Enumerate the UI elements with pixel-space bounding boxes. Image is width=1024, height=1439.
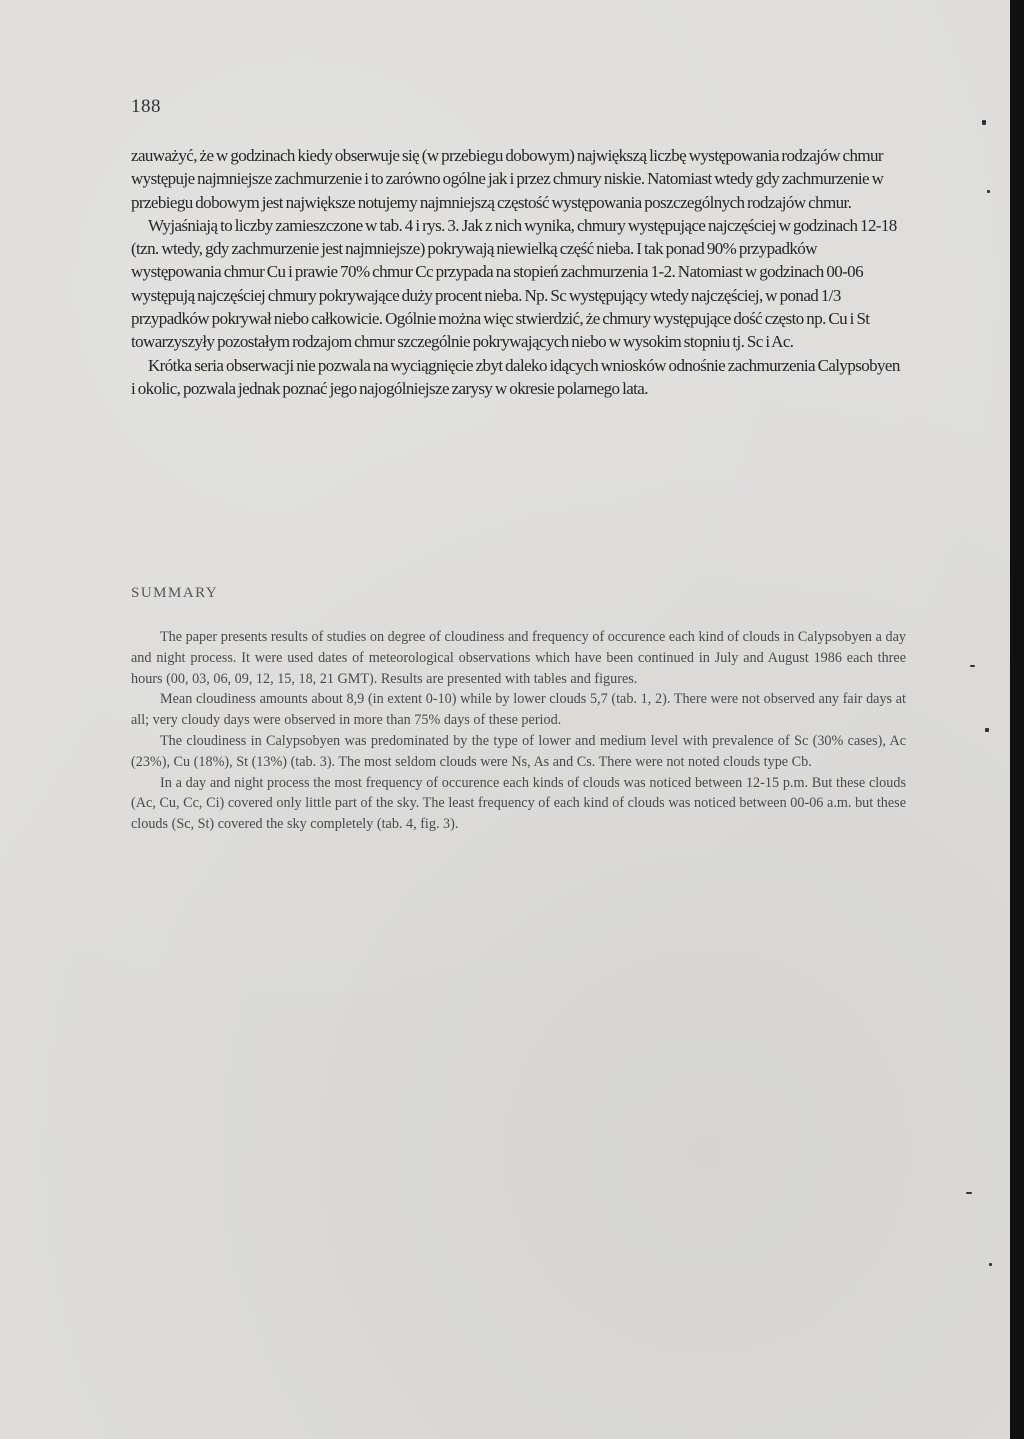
- page-number: 188: [131, 96, 161, 117]
- polish-paragraph: Krótka seria obserwacji nie pozwala na wyciągnięcie zbyt daleko idących wniosków odnośnie zachmurzenia Calypsobyen i okolic, pozwala jednak poznać jego najogólniejsze zarysy w okresie polarnego lata.: [131, 355, 900, 398]
- scan-speck: [970, 665, 975, 667]
- scan-speck: [985, 728, 989, 732]
- scan-speck: [987, 190, 990, 193]
- polish-body-text: [131, 144, 906, 400]
- scan-speck: [966, 1192, 972, 1194]
- summary-paragraph: The cloudiness in Calypsobyen was predominated by the type of lower and medium level with prevalence of Sc (30% cases), Ac (23%), Cu (18%), St (13%) (tab. 3). The most seldom clouds were Ns, As and Cs. There were not noted clouds type Cb.: [131, 732, 906, 770]
- scan-speck: [989, 1263, 992, 1266]
- polish-paragraph: zauważyć, że w godzinach kiedy obserwuje się (w przebiegu dobowym) największą liczbę występowania rodzajów chmur występuje najmniejsze zachmurzenie i to zarówno ogólne jak i przez chmury niskie. Natomiast wtedy gdy zachmurzenie w przebiegu dobowym jest największe notujemy najmniejszą częstość występowania poszczególnych rodzajów chmur.: [131, 146, 884, 212]
- summary-body-text: [131, 627, 906, 835]
- summary-heading: SUMMARY: [131, 585, 219, 601]
- polish-paragraph: Wyjaśniają to liczby zamieszczone w tab. 4 i rys. 3. Jak z nich wynika, chmury występujące najczęściej w godzinach 12-18 (tzn. wtedy, gdy zachmurzenie jest najmniejsze) pokrywają niewielką część nieba. I tak ponad 90% przypadków występowania chmur Cu i prawie 70% chmur Cc przypada na stopień zachmurzenia 1-2. Natomiast w godzinach 00-06 występują najczęściej chmury pokrywające duży procent nieba. Np. Sc występujący wtedy najczęściej, w ponad 1/3 przypadków pokrywał niebo całkowicie. Ogólnie można więc stwierdzić, że chmury występujące dość często np. Cu i St towarzyszyły pozostałym rodzajom chmur szczególnie pokrywających niebo w wysokim stopniu tj. Sc i Ac.: [131, 215, 897, 352]
- summary-paragraph: The paper presents results of studies on degree of cloudiness and frequency of occurence each kind of clouds in Calypsobyen a day and night process. It were used dates of meteorological observations which have been continued in July and August 1986 each three hours (00, 03, 06, 09, 12, 15, 18, 21 GMT). Results are presented with tables and figures.: [131, 629, 906, 687]
- scan-speck: [982, 120, 986, 125]
- summary-paragraph: Mean cloudiness amounts about 8,9 (in extent 0-10) while by lower clouds 5,7 (tab. 1, 2). There were not observed any fair days at all; very cloudy days were observed in more than 75% days of these period.: [131, 691, 906, 729]
- summary-paragraph: In a day and night process the most frequency of occurence each kinds of clouds was noticed between 12-15 p.m. But these clouds (Ac, Cu, Cc, Ci) covered only little part of the sky. The least frequency of each kind of clouds was noticed between 00-06 a.m. but these clouds (Sc, St) covered the sky completely (tab. 4, fig. 3).: [131, 774, 906, 833]
- scan-border: [1010, 0, 1024, 1439]
